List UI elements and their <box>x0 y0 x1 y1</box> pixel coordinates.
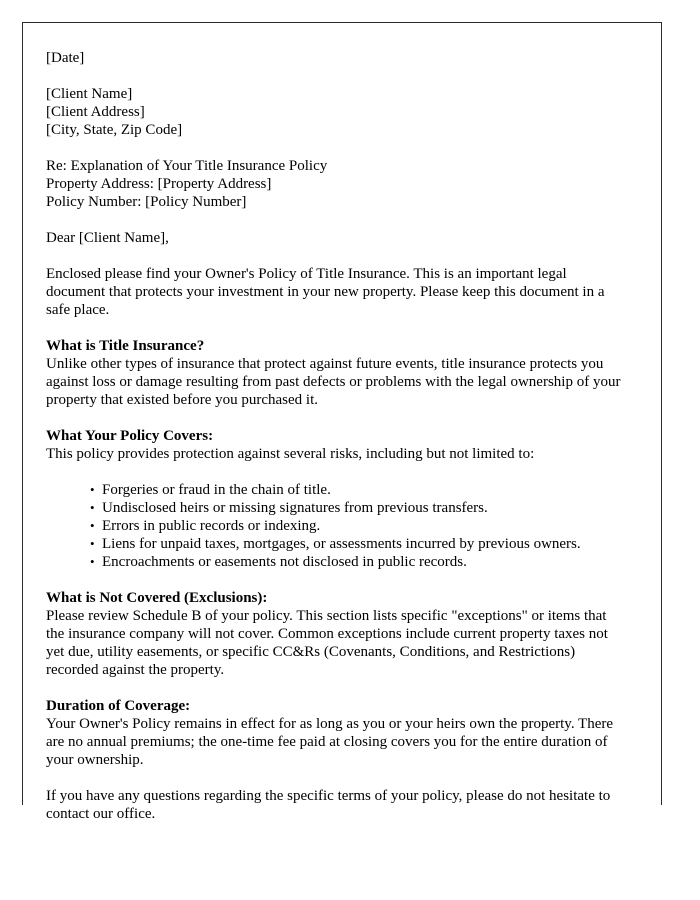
spacer <box>46 211 624 229</box>
section-body: This policy provides protection against several risks, including but not limited to: <box>46 446 535 462</box>
reference-block <box>46 157 624 211</box>
list-item: • Undisclosed heirs or missing signatures from previous transfers. <box>90 499 624 517</box>
spacer <box>46 67 624 85</box>
recipient-address: [Client Address] <box>46 104 145 120</box>
spacer <box>46 139 624 157</box>
date-line: [Date] <box>46 50 85 66</box>
section-what-is-title-insurance <box>46 337 624 409</box>
document-body <box>46 49 624 823</box>
salutation-block <box>46 229 624 247</box>
spacer <box>46 571 624 589</box>
section-heading: What is Not Covered (Exclusions): <box>46 590 268 606</box>
reference-policy-number: Policy Number: [Policy Number] <box>46 194 247 210</box>
section-what-your-policy-covers <box>46 427 624 571</box>
date-block <box>46 49 624 67</box>
document-page <box>22 22 662 822</box>
spacer <box>46 463 624 481</box>
salutation: Dear [Client Name], <box>46 230 169 246</box>
section-heading: What is Title Insurance? <box>46 338 205 354</box>
list-item: • Encroachments or easements not disclosed in public records. <box>90 553 624 571</box>
list-item: • Forgeries or fraud in the chain of title. <box>90 481 624 499</box>
list-item: • Errors in public records or indexing. <box>90 517 624 535</box>
spacer <box>46 247 624 265</box>
recipient-address-block <box>46 85 624 139</box>
closing-paragraph: If you have any questions regarding the specific terms of your policy, please do not hesitate to contact our office. <box>46 788 611 822</box>
spacer <box>46 319 624 337</box>
section-duration-of-coverage <box>46 697 624 769</box>
intro-paragraph: Enclosed please find your Owner's Policy of Title Insurance. This is an important legal document that protects your investment in your new property. Please keep this document in a safe place. <box>46 266 605 318</box>
recipient-city-state-zip: [City, State, Zip Code] <box>46 122 183 138</box>
section-exclusions <box>46 589 624 679</box>
spacer <box>46 679 624 697</box>
covered-risks-list <box>46 481 624 571</box>
section-body: Please review Schedule B of your policy. This section lists specific "exceptions" or items that the insurance company will not cover. Common exceptions include current property taxes not yet due, utility easements, or specific CC&Rs (Covenants, Conditions, and Restrictions) recorded against the property. <box>46 608 608 678</box>
recipient-name: [Client Name] <box>46 86 133 102</box>
section-heading: What Your Policy Covers: <box>46 428 214 444</box>
spacer <box>46 769 624 787</box>
section-heading: Duration of Coverage: <box>46 698 191 714</box>
section-body: Unlike other types of insurance that protect against future events, title insurance protects you against loss or damage resulting from past defects or problems with the legal ownership of your property that existed before you purchased it. <box>46 356 621 408</box>
spacer <box>46 409 624 427</box>
reference-property-address: Property Address: [Property Address] <box>46 176 272 192</box>
section-body: Your Owner's Policy remains in effect for as long as you or your heirs own the property. There are no annual premiums; the one-time fee paid at closing covers you for the entire duration of your ownership. <box>46 716 614 768</box>
list-item: • Liens for unpaid taxes, mortgages, or assessments incurred by previous owners. <box>90 535 624 553</box>
reference-subject: Re: Explanation of Your Title Insurance Policy <box>46 158 328 174</box>
